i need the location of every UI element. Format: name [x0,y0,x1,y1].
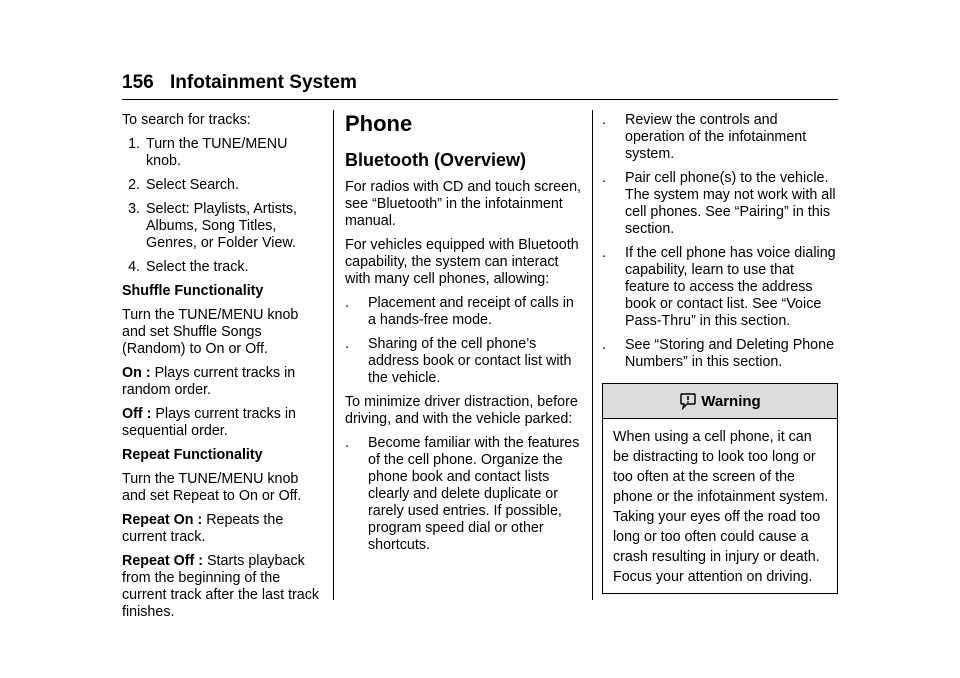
bullet-text: Sharing of the cell phone’s address book or contact list with the vehicle. [368,336,572,386]
repeat-on-entry [122,512,322,546]
step-item [122,259,322,276]
repeat-on-text: Repeats the current track. [122,512,284,545]
repeat-on-label: Repeat On : [122,512,203,528]
bluetooth-p3: To minimize driver distraction, before driving, and with the vehicle parked: [345,394,578,427]
bullet-mark: . [345,295,349,311]
step-number: 1. [128,136,140,152]
repeat-off-text: Starts playback from the beginning of the current track after the last track finishes. [122,553,320,620]
bluetooth-heading: Bluetooth (Overview) [345,150,527,170]
repeat-heading: Repeat Functionality [122,447,263,463]
step-item [122,136,322,170]
phone-heading: Phone [345,111,413,136]
list-item [602,170,838,238]
step-text: Turn the TUNE/MENU knob. [146,136,288,169]
list-item [345,336,583,387]
step-text: Select Search. [146,177,239,193]
shuffle-off-entry [122,406,322,440]
bullet-text: Placement and receipt of calls in a hands-free mode. [368,295,574,328]
off-label: Off : [122,406,152,422]
list-item [602,337,838,371]
step-text: Select the track. [146,259,249,275]
on-label: On : [122,365,151,381]
bullet-mark: . [602,112,606,128]
shuffle-on-entry [122,365,322,399]
column-right [602,112,838,594]
warning-text: When using a cell phone, it can be distracting to look too long or too often at the screen of the phone or the infotainment system. Taking your eyes off the road too long or too often could cause a crash resulting in injury or death. Focus your attention on driving. [613,429,829,585]
step-number: 3. [128,201,140,217]
off-text: Plays current tracks in sequential order. [122,406,296,439]
bluetooth-p2: For vehicles equipped with Bluetooth capability, the system can interact with many cell phones, allowing: [345,237,579,287]
section-title: Infotainment System [170,72,357,93]
list-item [345,435,583,554]
warning-box [602,383,838,594]
repeat-text: Turn the TUNE/MENU knob and set Repeat to On or Off. [122,471,302,504]
bullet-text: See “Storing and Deleting Phone Numbers” in this section. [625,337,835,370]
search-intro: To search for tracks: [122,112,251,128]
list-item [345,295,583,329]
step-item [122,177,322,194]
step-number: 2. [128,177,140,193]
bullet-mark: . [602,170,606,186]
warning-header [603,384,837,419]
column-divider-right [592,110,593,600]
page-number: 156 [122,72,154,93]
bullet-text: Review the controls and operation of the infotainment system. [625,112,807,162]
list-item [602,112,838,163]
step-number: 4. [128,259,140,275]
bullet-text: If the cell phone has voice dialing capability, learn to use that feature to access the address book or contact list. See “Voice Pass-Thru” in this section. [625,245,836,329]
on-text: Plays current tracks in random order. [122,365,296,398]
column-divider-left [333,110,334,600]
warning-title: Warning [701,392,761,410]
bullet-mark: . [602,337,606,353]
bullet-text: Become familiar with the features of the cell phone. Organize the phone book and contact lists clearly and delete duplicate or rarely used entries. If possible, program speed dial or other shortcuts. [368,435,580,553]
page-header [122,70,838,100]
step-text: Select: Playlists, Artists, Albums, Song Titles, Genres, or Folder View. [146,201,297,251]
bluetooth-p1: For radios with CD and touch screen, see “Bluetooth” in the infotainment manual. [345,179,582,229]
repeat-off-entry [122,553,322,621]
bullet-mark: . [602,245,606,261]
shuffle-text: Turn the TUNE/MENU knob and set Shuffle Songs (Random) to On or Off. [122,307,299,357]
shuffle-heading: Shuffle Functionality [122,283,264,299]
list-item [602,245,838,330]
warning-icon [679,392,697,410]
column-middle [345,112,583,561]
step-item [122,201,322,252]
bullet-mark: . [345,336,349,352]
bullet-mark: . [345,435,349,451]
bullet-text: Pair cell phone(s) to the vehicle. The system may not work with all cell phones. See “Pairing” in this section. [625,170,836,237]
column-left [122,112,322,628]
repeat-off-label: Repeat Off : [122,553,204,569]
